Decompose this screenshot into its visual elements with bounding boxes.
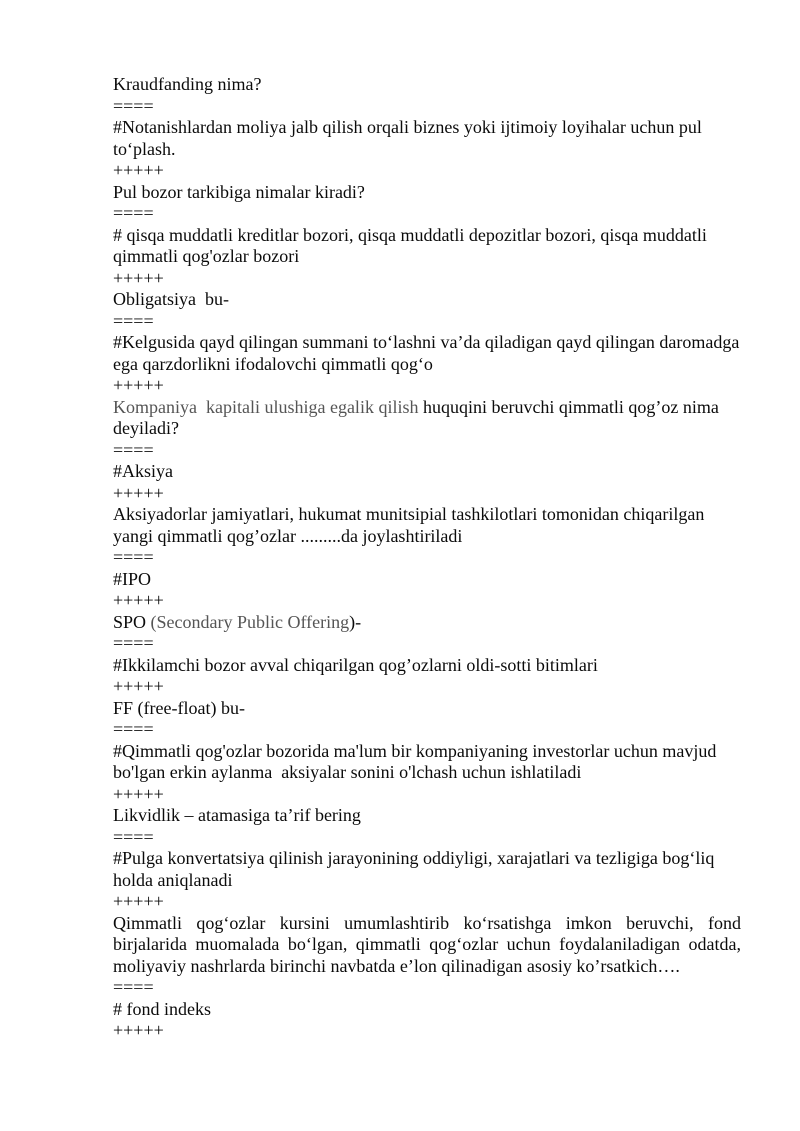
document-line <box>113 827 741 849</box>
text-segment: #Kelgusida qayd qilingan summani to‘lashni va’da qiladigan qayd qilingan daromadga ega qarzdorlikni ifodalovchi qimmatli qog‘o <box>113 332 744 374</box>
text-segment: # qisqa muddatli kreditlar bozori, qisqa muddatli depozitlar bozori, qisqa muddatli qimmatli qog'ozlar bozori <box>113 224 712 266</box>
text-segment: +++++ <box>113 375 164 395</box>
text-segment: Qimmatli qog‘ozlar kursini umumlashtirib ko‘rsatishga imkon beruvchi, fond birjalarida muomalada bo‘lgan, qimmatli qog‘ozlar uchun foydalaniladigan odatda, moliyaviy nashrlarda birinchi navbatda e’lon qilinadigan asosiy ko’rsatkich…. <box>113 912 741 976</box>
text-segment: ==== <box>113 203 154 223</box>
text-segment: +++++ <box>113 267 164 288</box>
text-segment: #Ikkilamchi bozor avval chiqarilgan qog’ozlarni oldi-sotti bitimlari <box>113 654 598 675</box>
text-segment: ==== <box>113 826 154 847</box>
text-segment: #Qimmatli qog'ozlar bozorida ma'lum bir kompaniyaning investorlar uchun mavjud bo'lgan erkin aylanma aksiyalar sonini o'lchash uchun ishlatiladi <box>113 740 721 782</box>
document-line <box>113 569 741 591</box>
document-line <box>113 182 741 204</box>
document-body <box>113 74 744 1042</box>
text-segment: ==== <box>113 719 154 739</box>
document-line <box>113 848 741 891</box>
text-segment: #Pulga konvertatsiya qilinish jarayonining oddiyligi, xarajatlari va tezligiga bog‘liq holda aniqlanadi <box>113 848 719 890</box>
text-segment: +++++ <box>113 160 164 180</box>
document-line <box>113 590 741 612</box>
document-line <box>113 1020 741 1042</box>
document-line <box>113 225 741 268</box>
document-line <box>113 633 741 655</box>
text-segment: ==== <box>113 310 154 331</box>
text-segment: Aksiyadorlar jamiyatlari, hukumat munitsipial tashkilotlari tomonidan chiqarilgan yangi qimmatli qog’ozlar .........da joylashtiriladi <box>113 504 709 546</box>
text-segment: +++++ <box>113 482 164 503</box>
document-line <box>113 913 741 978</box>
document-line <box>113 268 741 290</box>
text-segment: FF (free-float) bu- <box>113 697 245 718</box>
text-segment: huquqini beruvchi qimmatli qog’oz nima deyiladi? <box>113 396 724 438</box>
text-segment: #Aksiya <box>113 461 173 481</box>
text-segment: Kompaniya kapitali ulushiga egalik qilish <box>113 396 419 417</box>
text-segment: )- <box>349 611 362 632</box>
text-segment: ==== <box>113 633 154 653</box>
document-line <box>113 655 741 677</box>
document-line <box>113 719 741 741</box>
document-line <box>113 504 741 547</box>
document-line <box>113 612 741 634</box>
document-line <box>113 332 744 375</box>
document-line <box>113 698 741 720</box>
text-segment: +++++ <box>113 783 164 804</box>
document-line <box>113 676 741 698</box>
document-line <box>113 461 741 483</box>
document-line <box>113 999 741 1021</box>
document-line <box>113 397 741 440</box>
document-line <box>113 977 741 999</box>
text-segment: ==== <box>113 547 154 567</box>
text-segment: Likvidlik – atamasiga ta’rif bering <box>113 805 361 825</box>
document-line <box>113 375 741 397</box>
text-segment: Kraudfanding nima? <box>113 74 262 94</box>
document-line <box>113 805 741 827</box>
document-line <box>113 96 741 118</box>
text-segment: +++++ <box>113 891 164 911</box>
document-line <box>113 311 741 333</box>
text-segment: #Notanishlardan moliya jalb qilish orqali biznes yoki ijtimoiy loyihalar uchun pul to‘plash. <box>113 117 707 159</box>
document-line <box>113 891 741 913</box>
text-segment: ==== <box>113 977 154 997</box>
document-line <box>113 784 741 806</box>
text-segment: +++++ <box>113 1020 164 1040</box>
document-line <box>113 74 741 96</box>
text-segment: ==== <box>113 439 154 460</box>
text-segment: Obligatsiya bu- <box>113 289 229 309</box>
document-line <box>113 160 741 182</box>
document-line <box>113 203 741 225</box>
text-segment: ==== <box>113 95 154 116</box>
document-line <box>113 117 741 160</box>
text-segment: #IPO <box>113 568 152 589</box>
text-segment: +++++ <box>113 590 164 610</box>
document-line <box>113 547 741 569</box>
text-segment: SPO <box>113 611 151 632</box>
text-segment: (Secondary Public Offering <box>150 611 350 632</box>
document-line <box>113 440 741 462</box>
document-line <box>113 741 741 784</box>
document-line <box>113 483 741 505</box>
document-line <box>113 289 741 311</box>
text-segment: +++++ <box>113 676 164 696</box>
text-segment: # fond indeks <box>113 998 211 1019</box>
text-segment: Pul bozor tarkibiga nimalar kiradi? <box>113 181 365 202</box>
